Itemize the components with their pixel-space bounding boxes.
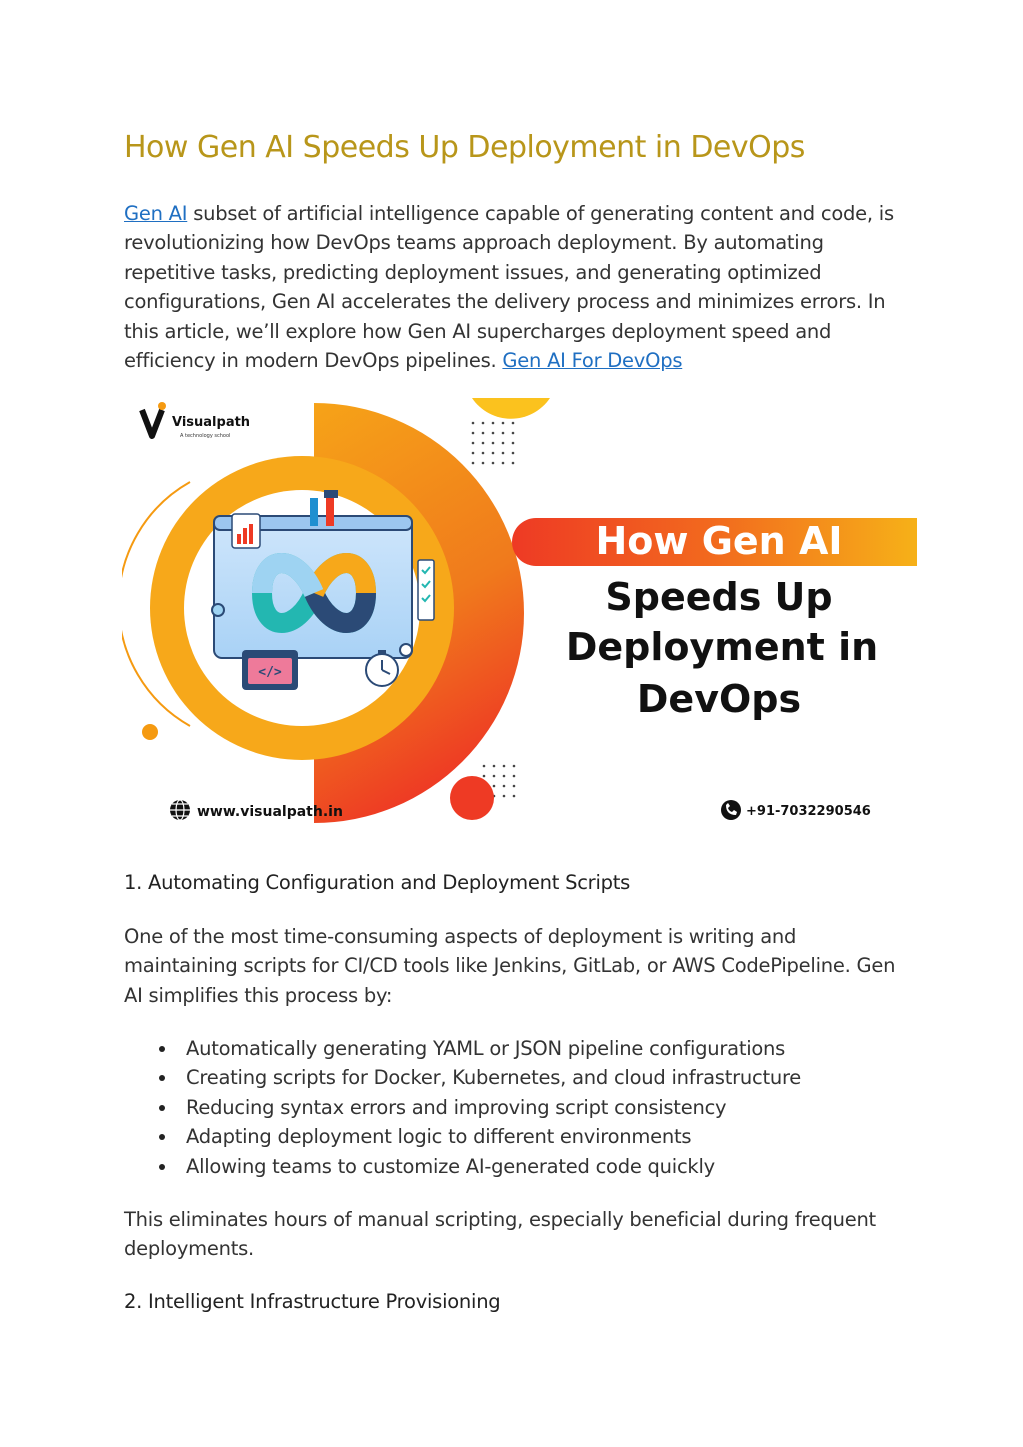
banner-graphic xyxy=(122,388,922,833)
headline-line-2: Speeds Up xyxy=(605,575,833,619)
bullet-icon xyxy=(159,1075,165,1081)
phone-icon xyxy=(721,800,741,820)
globe-icon xyxy=(170,800,190,820)
bullet-icon xyxy=(159,1105,165,1111)
section-1-heading: 1. Automating Configuration and Deployment Scripts xyxy=(124,871,631,894)
gen-ai-link[interactable]: Gen AI xyxy=(124,202,188,225)
bullet-icon xyxy=(159,1134,165,1140)
intro-text: subset of artificial intelligence capable of generating content and code, is revolutionizing how DevOps teams approach deployment. By automating repetitive tasks, predicting deployment issues, and generating optimized configurations, Gen AI accelerates the delivery process and minimizes errors. In this article, we’ll explore how Gen AI supercharges deployment speed and efficiency in modern DevOps pipelines. xyxy=(124,202,894,373)
brand-name: Visualpath xyxy=(172,415,251,430)
article-banner-image xyxy=(122,388,922,833)
visualpath-logo xyxy=(142,402,250,439)
section-2-heading: 2. Intelligent Infrastructure Provisioning xyxy=(124,1290,501,1313)
bullet-icon xyxy=(159,1046,165,1052)
code-glyph: </> xyxy=(258,665,282,680)
list-item: Allowing teams to customize AI-generated code quickly xyxy=(124,1152,801,1181)
small-orange-dot xyxy=(142,724,158,740)
intro-paragraph xyxy=(124,199,914,375)
yellow-half-circle xyxy=(472,398,550,419)
list-item: Reducing syntax errors and improving script consistency xyxy=(124,1093,801,1122)
headline-line-4: DevOps xyxy=(636,677,802,721)
article-title: How Gen AI Speeds Up Deployment in DevOps xyxy=(124,130,805,165)
gen-ai-for-devops-link[interactable]: Gen AI For DevOps xyxy=(502,349,683,373)
headline-line-3: Deployment in xyxy=(565,625,879,669)
brand-tagline: A technology school xyxy=(180,433,231,439)
list-item: Automatically generating YAML or JSON pipeline configurations xyxy=(124,1034,801,1063)
phone-number-text: +91-7032290546 xyxy=(746,804,871,819)
dot-grid-top xyxy=(472,422,515,465)
section-1-bullet-list xyxy=(124,1034,801,1181)
list-item: Creating scripts for Docker, Kubernetes, and cloud infrastructure xyxy=(124,1063,801,1092)
headline-line-1: How Gen AI xyxy=(595,519,843,563)
red-circle xyxy=(450,776,494,820)
bullet-icon xyxy=(159,1164,165,1170)
website-text: www.visualpath.in xyxy=(197,804,343,820)
section-1-paragraph: One of the most time-consuming aspects of deployment is writing and maintaining scripts for CI/CD tools like Jenkins, GitLab, or AWS CodePipeline. Gen AI simplifies this process by: xyxy=(124,925,896,1007)
section-1-closing-paragraph: This eliminates hours of manual scripting, especially beneficial during frequent deployments. xyxy=(124,1208,876,1261)
list-item: Adapting deployment logic to different environments xyxy=(124,1122,801,1151)
